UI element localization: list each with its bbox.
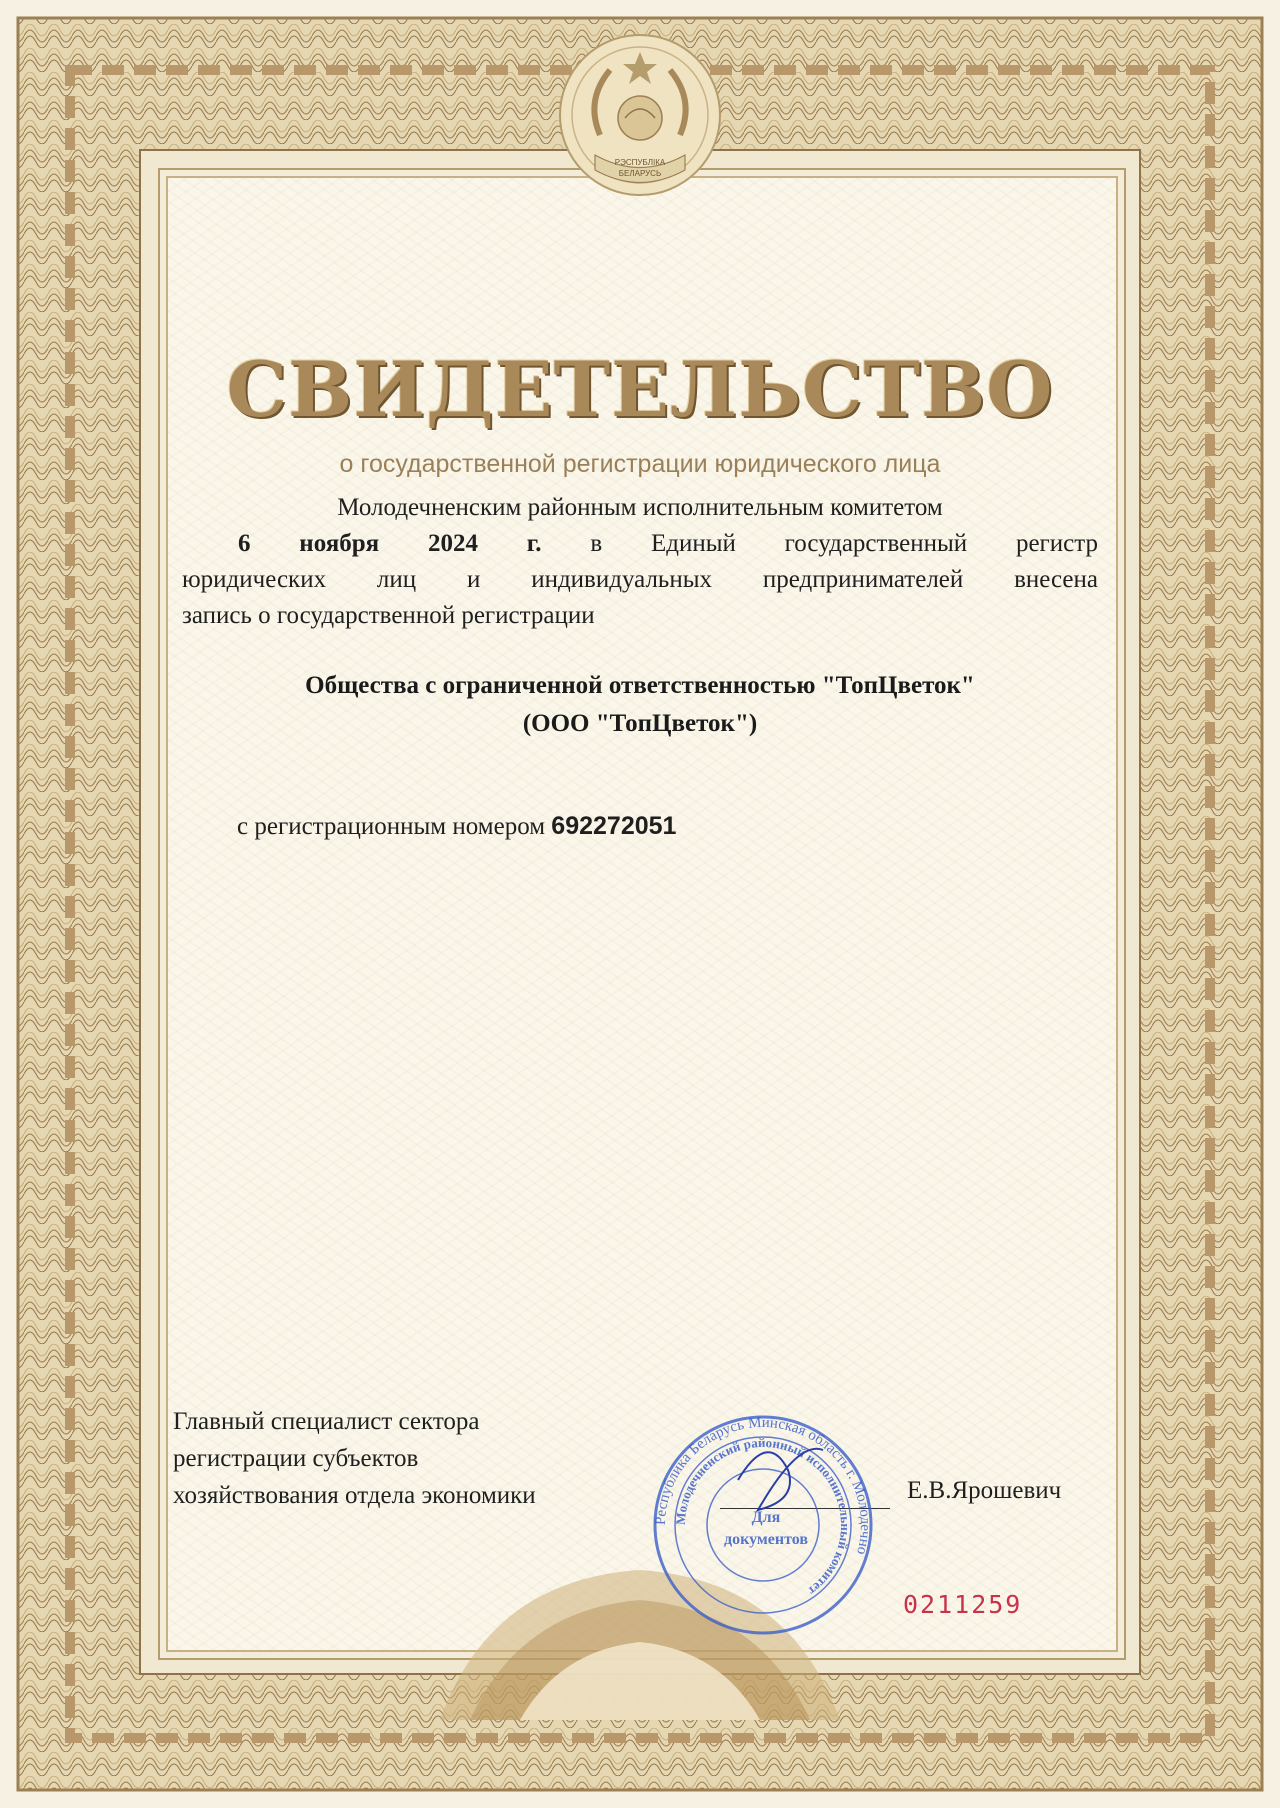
emblem-ribbon-line2: БЕЛАРУСЬ	[618, 169, 662, 178]
certificate-title: СВИДЕТЕЛЬСТВО	[226, 345, 1054, 434]
official-stamp-icon	[648, 1410, 878, 1640]
date-line	[182, 526, 1098, 562]
organization-full-name: Общества с ограниченной ответственностью "ТопЦветок"	[305, 672, 975, 699]
stamp-center-line2: документов	[724, 1531, 808, 1548]
body-line-3: запись о государственной регистрации	[182, 602, 595, 629]
serial-number: 0211259	[903, 1590, 1023, 1619]
position-line-2: регистрации субъектов	[173, 1445, 419, 1472]
registration-number-line	[237, 812, 676, 841]
committee-line: Молодечненским районным исполнительным комитетом	[337, 494, 943, 521]
position-line-3: хозяйствования отдела экономики	[173, 1482, 536, 1509]
body-line-2: юридических лиц и индивидуальных предпринимателей внесена	[182, 566, 1098, 593]
organization-short-name: (ООО "ТопЦветок")	[522, 710, 758, 737]
emblem-ribbon	[555, 30, 725, 200]
certificate-subtitle: о государственной регистрации юридического лица	[339, 450, 941, 478]
registration-date: 6 ноября 2024 г.	[238, 530, 542, 557]
registration-prefix: с регистрационным номером	[237, 813, 552, 840]
signer-name: Е.В.Ярошевич	[907, 1477, 1062, 1504]
stamp-center-line1: Для	[751, 1509, 781, 1526]
stamp-outer-text: Республика Беларусь Минская область г. Молодечно	[652, 1414, 874, 1557]
stamp-inner-text: Молодечненский районный исполнительный комитет	[672, 1434, 854, 1599]
emblem-ribbon-line1: РЭСПУБЛІКА	[614, 158, 666, 167]
date-line-text: в Единый государственный регистр	[541, 530, 1098, 557]
registration-number: 692272051	[551, 812, 677, 840]
signer-position	[173, 1403, 536, 1514]
position-line-1: Главный специалист сектора	[173, 1408, 480, 1435]
